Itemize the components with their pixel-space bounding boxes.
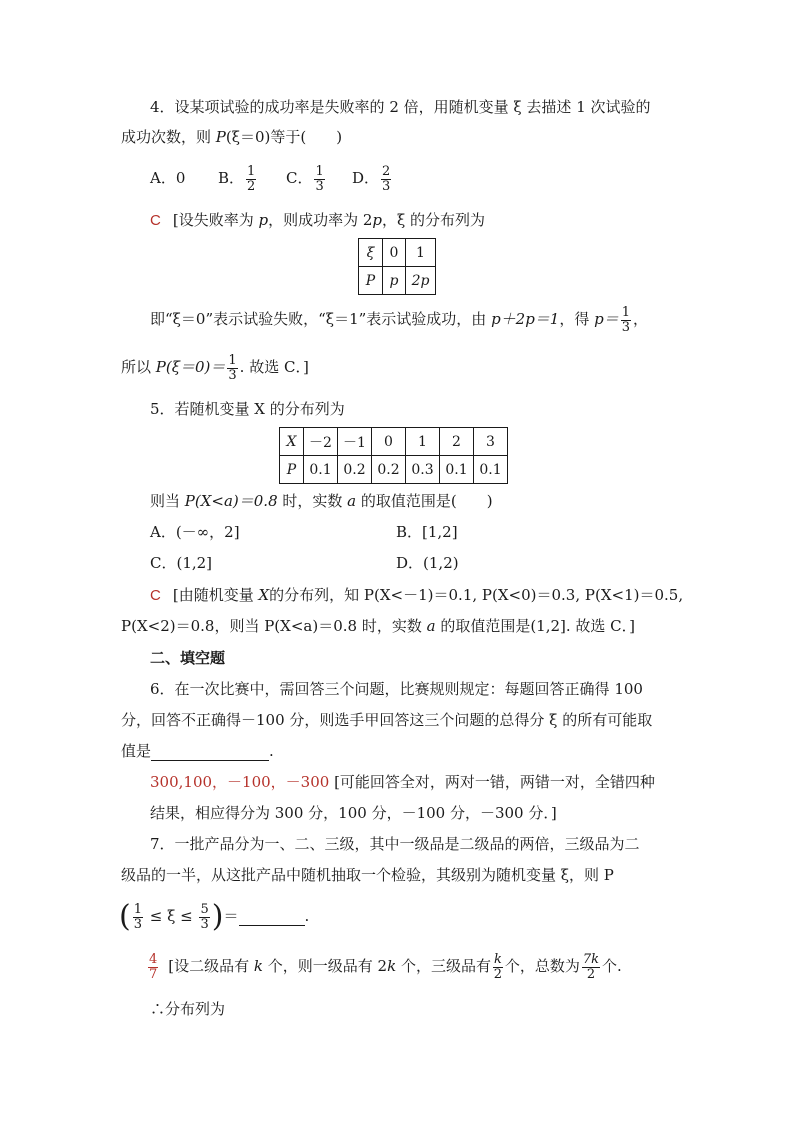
text: 所以	[121, 358, 156, 376]
math-expr: p＋2p＝1	[491, 310, 560, 328]
text: 个.	[602, 957, 622, 975]
q5-option-b: B．[1,2]	[396, 523, 458, 541]
table-cell: 0.1	[304, 456, 338, 484]
table-cell: 0.1	[474, 456, 508, 484]
answer-text: 300,100，－100，－300	[150, 773, 330, 791]
table-cell	[359, 239, 383, 267]
numerator: 1	[228, 352, 237, 368]
table-cell: 0	[372, 428, 406, 456]
denominator: 3	[621, 319, 631, 335]
a6-line1	[150, 772, 655, 792]
a5-line2	[121, 616, 635, 636]
table-cell: 0	[383, 239, 406, 267]
q4-option-a: A．0	[150, 169, 186, 187]
denominator: 7	[149, 966, 158, 982]
math-var: k	[493, 951, 502, 967]
option-label: D．	[352, 169, 380, 187]
text: . 故选 C．]	[239, 358, 309, 376]
text: 的取值范围是(1,2]. 故选 C．]	[435, 617, 636, 635]
table-cell	[406, 267, 436, 295]
table-cell: 0.2	[338, 456, 372, 484]
math-var: P	[215, 128, 226, 146]
q7-line1: 7．一批产品分为一、二、三级，其中一级品是二级品的两倍，三级品为二	[150, 835, 640, 853]
text: ，则成功率为 2	[268, 211, 373, 229]
text: 值是	[121, 742, 152, 760]
numerator: 2	[382, 163, 391, 179]
fraction	[621, 306, 631, 335]
numerator	[582, 953, 600, 968]
text: [设失败率为	[172, 211, 259, 229]
text: ，	[633, 310, 649, 328]
fraction	[493, 953, 503, 982]
text: [由随机变量	[172, 586, 259, 604]
table-cell	[359, 267, 383, 295]
math-var: 7k	[582, 951, 600, 967]
table-cell: 0.1	[440, 456, 474, 484]
q4-option-c	[286, 158, 327, 198]
denominator: 3	[133, 916, 142, 932]
a7-line1	[146, 944, 622, 988]
numerator: 1	[247, 163, 256, 179]
a7-line2: ∴分布列为	[150, 1000, 226, 1018]
fraction	[227, 354, 237, 383]
text: ＝	[223, 907, 239, 925]
table-cell	[383, 267, 406, 295]
q5-line1: 5．若随机变量 X 的分布列为	[150, 400, 345, 418]
left-paren: (	[119, 899, 131, 934]
q6-line3	[121, 741, 274, 761]
denominator: 3	[200, 916, 209, 932]
a6-line2: 结果，相应得分为 300 分，100 分，－100 分，－300 分．]	[150, 804, 557, 822]
q7-line3	[119, 894, 309, 938]
q4-line2	[121, 127, 342, 147]
math-var: k	[387, 957, 397, 975]
text: [可能回答全对，两对一错，两错一对，全错四种	[329, 773, 655, 791]
table-cell: 0.2	[372, 456, 406, 484]
cell-text: P	[365, 272, 376, 289]
q4-line1: 4．设某项试验的成功率是失败率的 2 倍，用随机变量 ξ 去描述 1 次试验的	[150, 98, 651, 116]
section-title: 二、填空题	[150, 649, 226, 667]
distribution-table-x	[279, 427, 508, 484]
numerator: 1	[133, 901, 142, 917]
text: (ξ＝0)	[225, 128, 271, 146]
text: 等于( )	[270, 128, 343, 146]
right-paren: )	[211, 899, 224, 934]
numerator: 5	[200, 901, 209, 917]
math-var: X	[258, 586, 270, 604]
answer-blank[interactable]	[239, 909, 305, 926]
option-label: B．	[218, 169, 245, 187]
a5-line1	[150, 585, 683, 606]
math-expr: p＝	[594, 310, 619, 328]
q5-option-d: D．(1,2)	[396, 554, 459, 572]
table-cell: 2	[440, 428, 474, 456]
answer-blank[interactable]	[151, 744, 269, 761]
math-var: a	[347, 492, 357, 510]
numerator: 4	[149, 951, 158, 967]
denominator: 3	[315, 178, 324, 194]
numerator	[493, 953, 503, 968]
text: .	[269, 742, 274, 760]
text: 的分布列，知 P(X<－1)＝0.1, P(X<0)＝0.3, P(X<1)＝0.5,	[269, 586, 684, 604]
text: 的取值范围是( )	[356, 492, 493, 510]
text: ，得	[559, 310, 595, 328]
denominator: 2	[493, 966, 503, 982]
fraction	[199, 903, 209, 932]
table-cell: 1	[406, 428, 440, 456]
q6-line2: 分，回答不正确得－100 分，则选手甲回答这三个问题的总得分 ξ 的所有可能取	[121, 711, 653, 729]
text: [设二级品有	[168, 957, 254, 975]
numerator: 1	[315, 163, 324, 179]
fraction	[133, 903, 143, 932]
answer-letter: C	[150, 212, 161, 229]
a4-line1	[150, 210, 485, 231]
math-expr: P(ξ＝0)＝	[155, 358, 226, 376]
text: 时，实数	[277, 492, 348, 510]
q6-line1: 6．在一次比赛中，需回答三个问题，比赛规则规定：每题回答正确得 100	[150, 680, 643, 698]
text: ，ξ 的分布列为	[382, 211, 486, 229]
answer-letter: C	[150, 587, 161, 604]
distribution-table-xi	[358, 238, 436, 295]
table-cell	[280, 456, 304, 484]
cell-text: p	[389, 272, 399, 289]
math-var: k	[253, 957, 263, 975]
fraction	[314, 165, 324, 194]
option-label: C．	[286, 169, 313, 187]
text: 则当	[150, 492, 185, 510]
cell-text: X	[286, 433, 297, 450]
text: ≤ ξ ≤	[145, 907, 198, 925]
math-expr: P(X<a)＝0.8	[184, 492, 278, 510]
math-var: p	[258, 211, 269, 229]
table-cell	[280, 428, 304, 456]
denominator: 3	[228, 367, 237, 383]
text: 个，三级品有	[396, 957, 491, 975]
text: .	[304, 907, 310, 925]
q5-line2	[150, 491, 493, 511]
numerator: 1	[621, 304, 631, 320]
text: 即“ξ＝0”表示试验失败，“ξ＝1”表示试验成功，由	[150, 310, 492, 328]
fraction	[381, 165, 391, 194]
table-cell: －1	[338, 428, 372, 456]
a4-line3	[150, 299, 648, 339]
table-cell: 0.3	[406, 456, 440, 484]
table-row	[359, 239, 436, 267]
table-row	[280, 428, 508, 456]
answer-fraction	[148, 953, 158, 982]
math-var: a	[426, 617, 436, 635]
q4-option-d	[352, 158, 393, 198]
q5-option-c: C．(1,2]	[150, 554, 213, 572]
table-cell: 1	[406, 239, 436, 267]
text: 个，总数为	[504, 957, 580, 975]
q4-option-b	[218, 158, 258, 198]
text: 成功次数，则	[121, 128, 216, 146]
cell-text: P	[286, 461, 297, 478]
math-var: p	[372, 211, 382, 229]
table-row	[280, 456, 508, 484]
a4-line4	[121, 347, 309, 387]
fraction	[246, 165, 256, 194]
denominator: 3	[382, 178, 391, 194]
q5-option-a: A．(－∞，2]	[150, 523, 240, 541]
text: P(X<2)＝0.8，则当 P(X<a)＝0.8 时，实数	[121, 617, 427, 635]
denominator: 2	[586, 966, 596, 982]
cell-text: ξ	[366, 244, 375, 261]
text: 个，则一级品有 2	[263, 957, 388, 975]
q7-line2: 级品的一半，从这批产品中随机抽取一个检验，其级别为随机变量 ξ，则 P	[121, 866, 614, 884]
denominator: 2	[247, 178, 256, 194]
table-row	[359, 267, 436, 295]
cell-text: 2p	[411, 272, 430, 289]
fraction	[582, 953, 600, 982]
table-cell: －2	[304, 428, 338, 456]
table-cell: 3	[474, 428, 508, 456]
